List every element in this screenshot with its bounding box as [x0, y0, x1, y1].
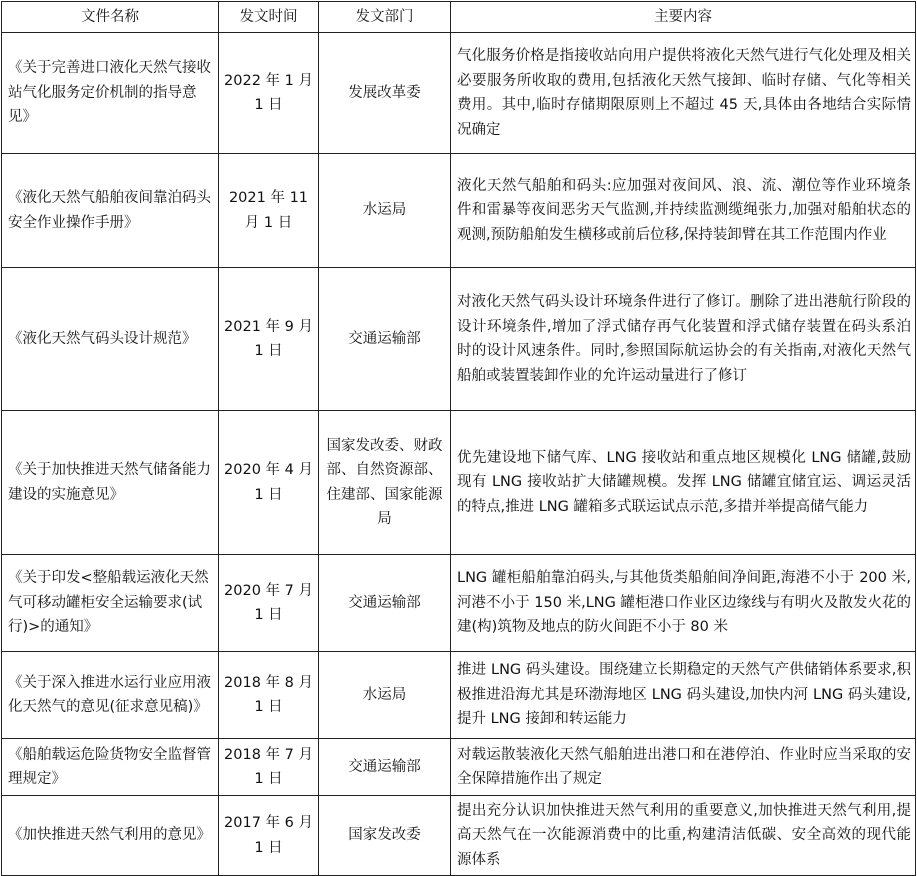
header-row — [2, 2, 916, 33]
content-cell: 液化天然气船舶和码头:应加强对夜间风、浪、流、潮位等作业环境条件和雷暴等夜间恶劣天气监测,并持续监测缆绳张力,加强对船舶状态的观测,预防船舶发生横移或前后位移,保持装卸臂在其工作范围内作业 — [451, 154, 916, 268]
issue-date-cell: 2020 年 4 月 1 日 — [219, 411, 319, 555]
file-name-cell: 《船舶载运危险货物安全监督管理规定》 — [2, 739, 219, 796]
department-cell: 发展改革委 — [319, 33, 451, 154]
header-main-content: 主要内容 — [451, 2, 916, 33]
content-cell: 气化服务价格是指接收站向用户提供将液化天然气进行气化处理及相关必要服务所收取的费用,包括液化天然气接卸、临时存储、气化等相关费用。其中,临时存储期限原则上不超过 45 天,具体由各地结合实际情况确定 — [451, 33, 916, 154]
file-name-cell: 《关于深入推进水运行业应用液化天然气的意见(征求意见稿)》 — [2, 652, 219, 739]
department-cell: 国家发改委 — [319, 796, 451, 876]
file-name-cell: 《加快推进天然气利用的意见》 — [2, 796, 219, 876]
table-row — [2, 555, 916, 652]
content-cell: 对载运散装液化天然气船舶进出港口和在港停泊、作业时应当采取的安全保障措施作出了规定 — [451, 739, 916, 796]
content-cell: 优先建设地下储气库、LNG 接收站和重点地区规模化 LNG 储罐,鼓励现有 LNG 接收站扩大储罐规模。发挥 LNG 储罐宜储宜运、调运灵活的特点,推进 LNG 罐箱多式联运试点示范,多措并举提高储气能力 — [451, 411, 916, 555]
issue-date-cell: 2020 年 7 月 1 日 — [219, 555, 319, 652]
department-cell: 国家发改委、财政部、自然资源部、住建部、国家能源局 — [319, 411, 451, 555]
issue-date-cell: 2017 年 6 月 1 日 — [219, 796, 319, 876]
issue-date-cell: 2022 年 1 月 1 日 — [219, 33, 319, 154]
header-issue-date: 发文时间 — [219, 2, 319, 33]
file-name-cell: 《关于印发<整船载运液化天然气可移动罐柜安全运输要求(试行)>的通知》 — [2, 555, 219, 652]
file-name-cell: 《液化天然气船舶夜间靠泊码头安全作业操作手册》 — [2, 154, 219, 268]
table-row — [2, 154, 916, 268]
file-name-cell: 《关于完善进口液化天然气接收站气化服务定价机制的指导意见》 — [2, 33, 219, 154]
issue-date-cell: 2021 年 9 月 1 日 — [219, 268, 319, 411]
table-row — [2, 33, 916, 154]
department-cell: 交通运输部 — [319, 268, 451, 411]
policy-table — [1, 1, 916, 876]
content-cell: 提出充分认识加快推进天然气利用的重要意义,加快推进天然气利用,提高天然气在一次能源消费中的比重,构建清洁低碳、安全高效的现代能源体系 — [451, 796, 916, 876]
table-row — [2, 739, 916, 796]
table-row — [2, 411, 916, 555]
header-file-name: 文件名称 — [2, 2, 219, 33]
department-cell: 水运局 — [319, 154, 451, 268]
issue-date-cell: 2021 年 11 月 1 日 — [219, 154, 319, 268]
department-cell: 交通运输部 — [319, 555, 451, 652]
table-row — [2, 268, 916, 411]
table-row — [2, 652, 916, 739]
file-name-cell: 《关于加快推进天然气储备能力建设的实施意见》 — [2, 411, 219, 555]
department-cell: 水运局 — [319, 652, 451, 739]
file-name-cell: 《液化天然气码头设计规范》 — [2, 268, 219, 411]
department-cell: 交通运输部 — [319, 739, 451, 796]
table-row — [2, 796, 916, 876]
content-cell: 推进 LNG 码头建设。围绕建立长期稳定的天然气产供储销体系要求,积极推进沿海尤其是环渤海地区 LNG 码头建设,加快内河 LNG 码头建设,提升 LNG 接卸和转运能力 — [451, 652, 916, 739]
issue-date-cell: 2018 年 7 月 1 日 — [219, 739, 319, 796]
content-cell: LNG 罐柜船舶靠泊码头,与其他货类船舶间净间距,海港不小于 200 米,河港不小于 150 米,LNG 罐柜港口作业区边缘线与有明火及散发火花的建(构)筑物及地点的防火间距不小于 80 米 — [451, 555, 916, 652]
issue-date-cell: 2018 年 8 月 1 日 — [219, 652, 319, 739]
header-department: 发文部门 — [319, 2, 451, 33]
content-cell: 对液化天然气码头设计环境条件进行了修订。删除了进出港航行阶段的设计环境条件,增加了浮式储存再气化装置和浮式储存装置在码头系泊时的设计风速条件。同时,参照国际航运协会的有关指南,对液化天然气船舶或装置装卸作业的允许运动量进行了修订 — [451, 268, 916, 411]
